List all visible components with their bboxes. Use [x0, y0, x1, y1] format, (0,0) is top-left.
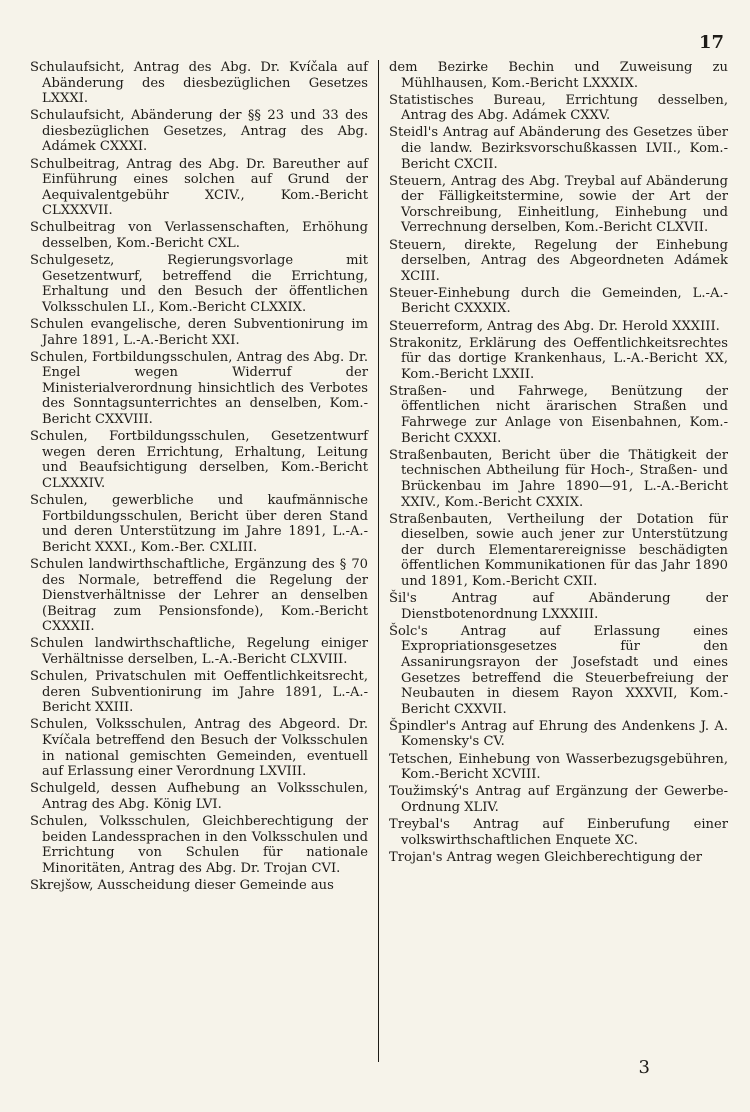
signature-mark: 3	[638, 1057, 650, 1078]
index-entry: Schulbeitrag von Verlassenschaften, Erhöhung desselben, Kom.-Bericht CXL.	[30, 220, 368, 252]
index-entry: Steidl's Antrag auf Abänderung des Gesetzes über die landw. Bezirksvorschußkassen LVII., Kom.-Bericht CXCII.	[389, 125, 728, 172]
index-entry: Schulbeitrag, Antrag des Abg. Dr. Bareuther auf Einführung eines solchen auf Grund der Aequivalentgebühr XCIV., Kom.-Bericht CLXXXVII.	[30, 156, 368, 219]
index-entry: Schulgesetz, Regierungsvorlage mit Gesetzentwurf, betreffend die Errichtung, Erhaltung und den Besuch der öffentlichen Volksschulen LI., Kom.-Bericht CLXXIX.	[30, 253, 368, 315]
index-entry: Treybal's Antrag auf Einberufung einer volkswirthschaftlichen Enquete XC.	[389, 816, 728, 848]
left-column	[30, 60, 379, 1062]
page-number: 17	[698, 32, 724, 53]
index-columns	[30, 60, 728, 1062]
right-column	[379, 60, 728, 1062]
index-entry: Steuern, direkte, Regelung der Einhebung derselben, Antrag des Abgeordneten Adámek XCIII.	[389, 237, 728, 284]
index-entry: Steuer-Einhebung durch die Gemeinden, L.-A.-Bericht CXXXIX.	[389, 285, 728, 317]
index-entry: Špindler's Antrag auf Ehrung des Andenkens J. A. Komensky's CV.	[389, 718, 728, 750]
index-entry: dem Bezirke Bechin und Zuweisung zu Mühlhausen, Kom.-Bericht LXXXIX.	[389, 60, 728, 91]
index-entry: Schulgeld, dessen Aufhebung an Volksschulen, Antrag des Abg. König LVI.	[30, 781, 368, 812]
index-entry: Schulen, Privatschulen mit Oeffentlichkeitsrecht, deren Subventionirung im Jahre 1891, L.-A.-Bericht XXIII.	[30, 669, 368, 716]
index-entry: Schulaufsicht, Antrag des Abg. Dr. Kvíčala auf Abänderung des diesbezüglichen Gesetzes LXXXI.	[30, 60, 368, 107]
index-entry: Schulen landwirthschaftliche, Ergänzung des § 70 des Normale, betreffend die Regelung der Dienstverhältnisse der Lehrer an denselben (Beitrag zum Pensionsfonde), Kom.-Bericht CXXXII.	[30, 556, 368, 635]
index-entry: Schulen, gewerbliche und kaufmännische Fortbildungsschulen, Bericht über deren Stand und deren Unterstützung im Jahre 1891, L.-A.-Bericht XXXI., Kom.-Ber. CXLIII.	[30, 493, 368, 555]
index-entry: Šolc's Antrag auf Erlassung eines Expropriationsgesetzes für den Assanirungsrayon der Josefstadt und eines Gesetzes betreffend die Steuerbefreiung der Neubauten in diesem Rayon XXXVII, Kom.-Bericht CXXVII.	[389, 623, 728, 717]
index-entry: Tetschen, Einhebung von Wasserbezugsgebühren, Kom.-Bericht XCVIII.	[389, 751, 728, 783]
index-entry: Straßen- und Fahrwege, Benützung der öffentlichen nicht ärarischen Straßen und Fahrwege zur Anlage von Eisenbahnen, Kom.-Bericht CXXXI.	[389, 383, 728, 446]
index-entry: Schulen evangelische, deren Subventionirung im Jahre 1891, L.-A.-Bericht XXI.	[30, 317, 368, 348]
index-entry: Steuern, Antrag des Abg. Treybal auf Abänderung der Fälligkeitstermine, sowie der Art der Vorschreibung, Einheitlung, Einhebung und Verrechnung derselben, Kom.-Bericht CLXVII.	[389, 173, 728, 236]
index-entry: Schulen landwirthschaftliche, Regelung einiger Verhältnisse derselben, L.-A.-Bericht CLXVIII.	[30, 636, 368, 667]
index-entry: Trojan's Antrag wegen Gleichberechtigung der	[389, 849, 702, 865]
index-entry: Schulen, Volksschulen, Gleichberechtigung der beiden Landessprachen in den Volksschulen und Errichtung von Schulen für nationale Minoritäten, Antrag des Abg. Dr. Trojan CVI.	[30, 813, 368, 876]
index-entry: Schulaufsicht, Abänderung der §§ 23 und 33 des diesbezüglichen Gesetzes, Antrag des Abg. Adámek CXXXI.	[30, 108, 368, 155]
index-entry: Šil's Antrag auf Abänderung der Dienstbotenordnung LXXXIII.	[389, 591, 728, 622]
index-entry: Steuerreform, Antrag des Abg. Dr. Herold XXXIII.	[389, 318, 720, 334]
index-entry: Schulen, Fortbildungsschulen, Gesetzentwurf wegen deren Errichtung, Erhaltung, Leitung und Beaufsichtigung derselben, Kom.-Bericht CLXXXIV.	[30, 429, 368, 491]
index-entry: Toužimský's Antrag auf Ergänzung der Gewerbe-Ordnung XLIV.	[389, 784, 728, 815]
index-entry: Skrejšow, Ausscheidung dieser Gemeinde aus	[30, 877, 334, 893]
index-entry: Statistisches Bureau, Errichtung desselben, Antrag des Abg. Adámek CXXV.	[389, 92, 728, 124]
index-entry: Schulen, Fortbildungsschulen, Antrag des Abg. Dr. Engel wegen Widerruf der Ministerialverordnung hinsichtlich des Verbotes des Sonntagsunterrichtes an denselben, Kom.-Bericht CXXVIII.	[30, 349, 368, 428]
index-entry: Strakonitz, Erklärung des Oeffentlichkeitsrechtes für das dortige Krankenhaus, L.-A.-Bericht XX, Kom.-Bericht LXXII.	[389, 335, 728, 382]
index-entry: Straßenbauten, Bericht über die Thätigkeit der technischen Abtheilung für Hoch-, Straßen- und Brückenbau im Jahre 1890—91, L.-A.-Bericht XXIV., Kom.-Bericht CXXIX.	[389, 447, 728, 510]
index-entry: Straßenbauten, Vertheilung der Dotation für dieselben, sowie auch jener zur Unterstützung der durch Elementarereignisse beschädigten öffentlichen Kommunikationen für das Jahr 1890 und 1891, Kom.-Bericht CXII.	[389, 511, 728, 589]
index-entry: Schulen, Volksschulen, Antrag des Abgeord. Dr. Kvíčala betreffend den Besuch der Volksschulen in national gemischten Gemeinden, eventuell auf Erlassung einer Verordnung LXVIII.	[30, 717, 368, 780]
